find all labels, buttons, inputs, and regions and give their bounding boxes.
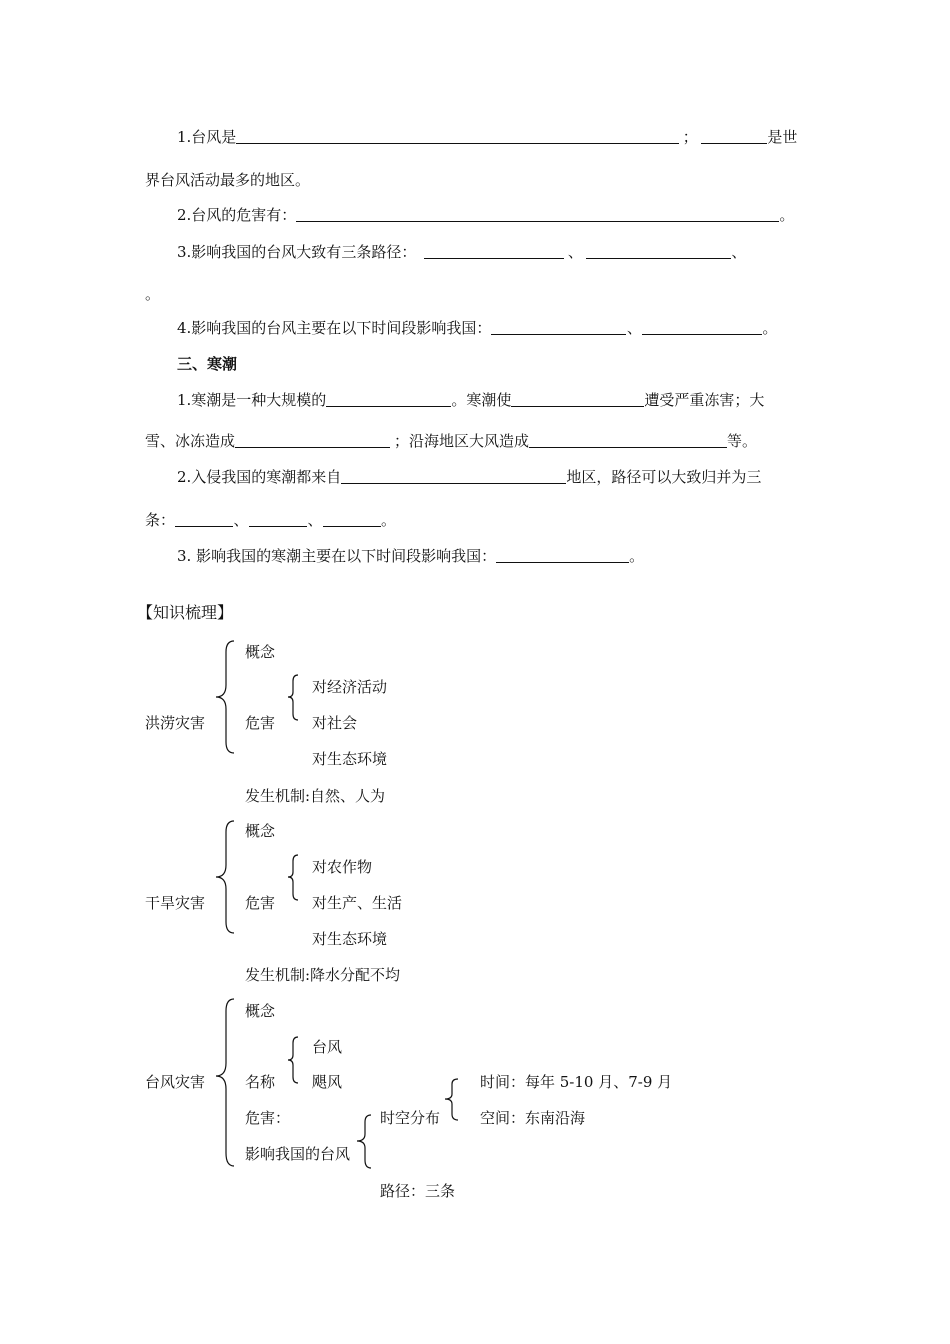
separator: 、 (307, 511, 323, 529)
q1-text: 是世 (767, 128, 798, 146)
answer-blank[interactable] (323, 511, 381, 527)
c3-line (177, 546, 644, 566)
c1-text: 1.寒潮是一种大规模的 (177, 391, 327, 409)
answer-blank[interactable] (424, 243, 564, 259)
c2-text: 地区，路径可以大致归并为三 (566, 468, 762, 486)
c1-text: 。寒潮使 (451, 391, 512, 409)
typhoon-spacetime: 时空分布 (380, 1109, 441, 1127)
q4-text: 4.影响我国的台风主要在以下时间段影响我国： (177, 319, 492, 337)
separator: ； (682, 128, 698, 146)
flood-root: 洪涝灾害 (145, 714, 206, 732)
answer-blank[interactable] (249, 511, 307, 527)
typhoon-name-item: 飓风 (312, 1073, 343, 1091)
drought-brace (214, 820, 238, 935)
c2-line2 (145, 510, 396, 530)
flood-harm-item: 对生态环境 (312, 750, 388, 768)
drought-mechanism: 发生机制:降水分配不均 (245, 966, 401, 984)
c2-text: 条： (145, 511, 176, 529)
q1-text: 1.台风是 (177, 128, 237, 146)
typhoon-name: 名称 (245, 1073, 276, 1091)
c2-text: 2.入侵我国的寒潮都来自 (177, 468, 342, 486)
answer-blank[interactable] (236, 128, 679, 144)
typhoon-spacetime-brace (443, 1078, 463, 1122)
answer-blank[interactable] (496, 547, 629, 563)
answer-blank[interactable] (642, 319, 762, 335)
flood-brace (214, 640, 238, 755)
c2-line1 (177, 467, 761, 487)
separator: 、 (626, 319, 642, 337)
typhoon-root: 台风灾害 (145, 1073, 206, 1091)
answer-blank[interactable] (511, 391, 644, 407)
q4-text: 。 (762, 319, 778, 337)
typhoon-name-brace (286, 1036, 302, 1086)
flood-harm-brace (286, 674, 302, 722)
typhoon-influence-brace (355, 1114, 375, 1170)
c2-text: 。 (381, 511, 397, 529)
answer-blank[interactable] (296, 206, 779, 222)
drought-harm-item: 对生产、生活 (312, 894, 403, 912)
drought-harm: 危害 (245, 894, 276, 912)
q4-line (177, 318, 777, 338)
answer-blank[interactable] (586, 243, 731, 259)
c1-text: 等。 (727, 432, 758, 450)
answer-blank[interactable] (529, 432, 727, 448)
q1-line2 (145, 170, 310, 190)
c1-text: 遭受严重冻害；大 (644, 391, 765, 409)
flood-concept: 概念 (245, 643, 276, 661)
answer-blank[interactable] (235, 432, 390, 448)
q3-line1 (177, 242, 746, 262)
c3-text: 3. 影响我国的寒潮主要在以下时间段影响我国： (177, 547, 497, 565)
q3-text: 3.影响我国的台风大致有三条路径： (177, 243, 417, 261)
answer-blank[interactable] (175, 511, 233, 527)
flood-harm-item: 对社会 (312, 714, 358, 732)
q1-line1 (177, 127, 797, 147)
separator: 、 (233, 511, 249, 529)
drought-concept: 概念 (245, 822, 276, 840)
q3-line2 (145, 284, 160, 304)
typhoon-time: 时间：每年 5-10 月、7-9 月 (480, 1073, 673, 1091)
outline-title: 【知识梳理】 (137, 603, 234, 622)
typhoon-space: 空间：东南沿海 (480, 1109, 586, 1127)
drought-harm-item: 对农作物 (312, 858, 373, 876)
typhoon-influence: 影响我国的台风 (245, 1145, 351, 1163)
typhoon-route: 路径：三条 (380, 1182, 456, 1200)
typhoon-brace (214, 998, 238, 1168)
drought-harm-brace (286, 854, 302, 902)
answer-blank[interactable] (341, 468, 566, 484)
q1-text: 界台风活动最多的地区。 (145, 171, 311, 189)
answer-blank[interactable] (701, 128, 767, 144)
flood-harm-item: 对经济活动 (312, 678, 388, 696)
q2-text: 。 (779, 206, 795, 224)
answer-blank[interactable] (491, 319, 626, 335)
answer-blank[interactable] (326, 391, 451, 407)
c3-text: 。 (629, 547, 645, 565)
q2-text: 2.台风的危害有： (177, 206, 297, 224)
flood-mechanism: 发生机制:自然、人为 (245, 787, 386, 805)
q2-line (177, 205, 794, 225)
q3-text: 。 (145, 285, 161, 303)
c1-line2 (145, 431, 757, 451)
c1-text: 雪、冰冻造成 (145, 432, 236, 450)
separator: 、 (567, 243, 583, 261)
separator: 、 (731, 243, 747, 261)
typhoon-name-item: 台风 (312, 1038, 343, 1056)
drought-root: 干旱灾害 (145, 894, 206, 912)
drought-harm-item: 对生态环境 (312, 930, 388, 948)
flood-harm: 危害 (245, 714, 276, 732)
c1-line1 (177, 390, 764, 410)
c1-text: ；沿海地区大风造成 (394, 432, 530, 450)
typhoon-concept: 概念 (245, 1002, 276, 1020)
typhoon-harm: 危害： (245, 1109, 291, 1127)
section-heading-cold-wave: 三、寒潮 (177, 355, 238, 373)
